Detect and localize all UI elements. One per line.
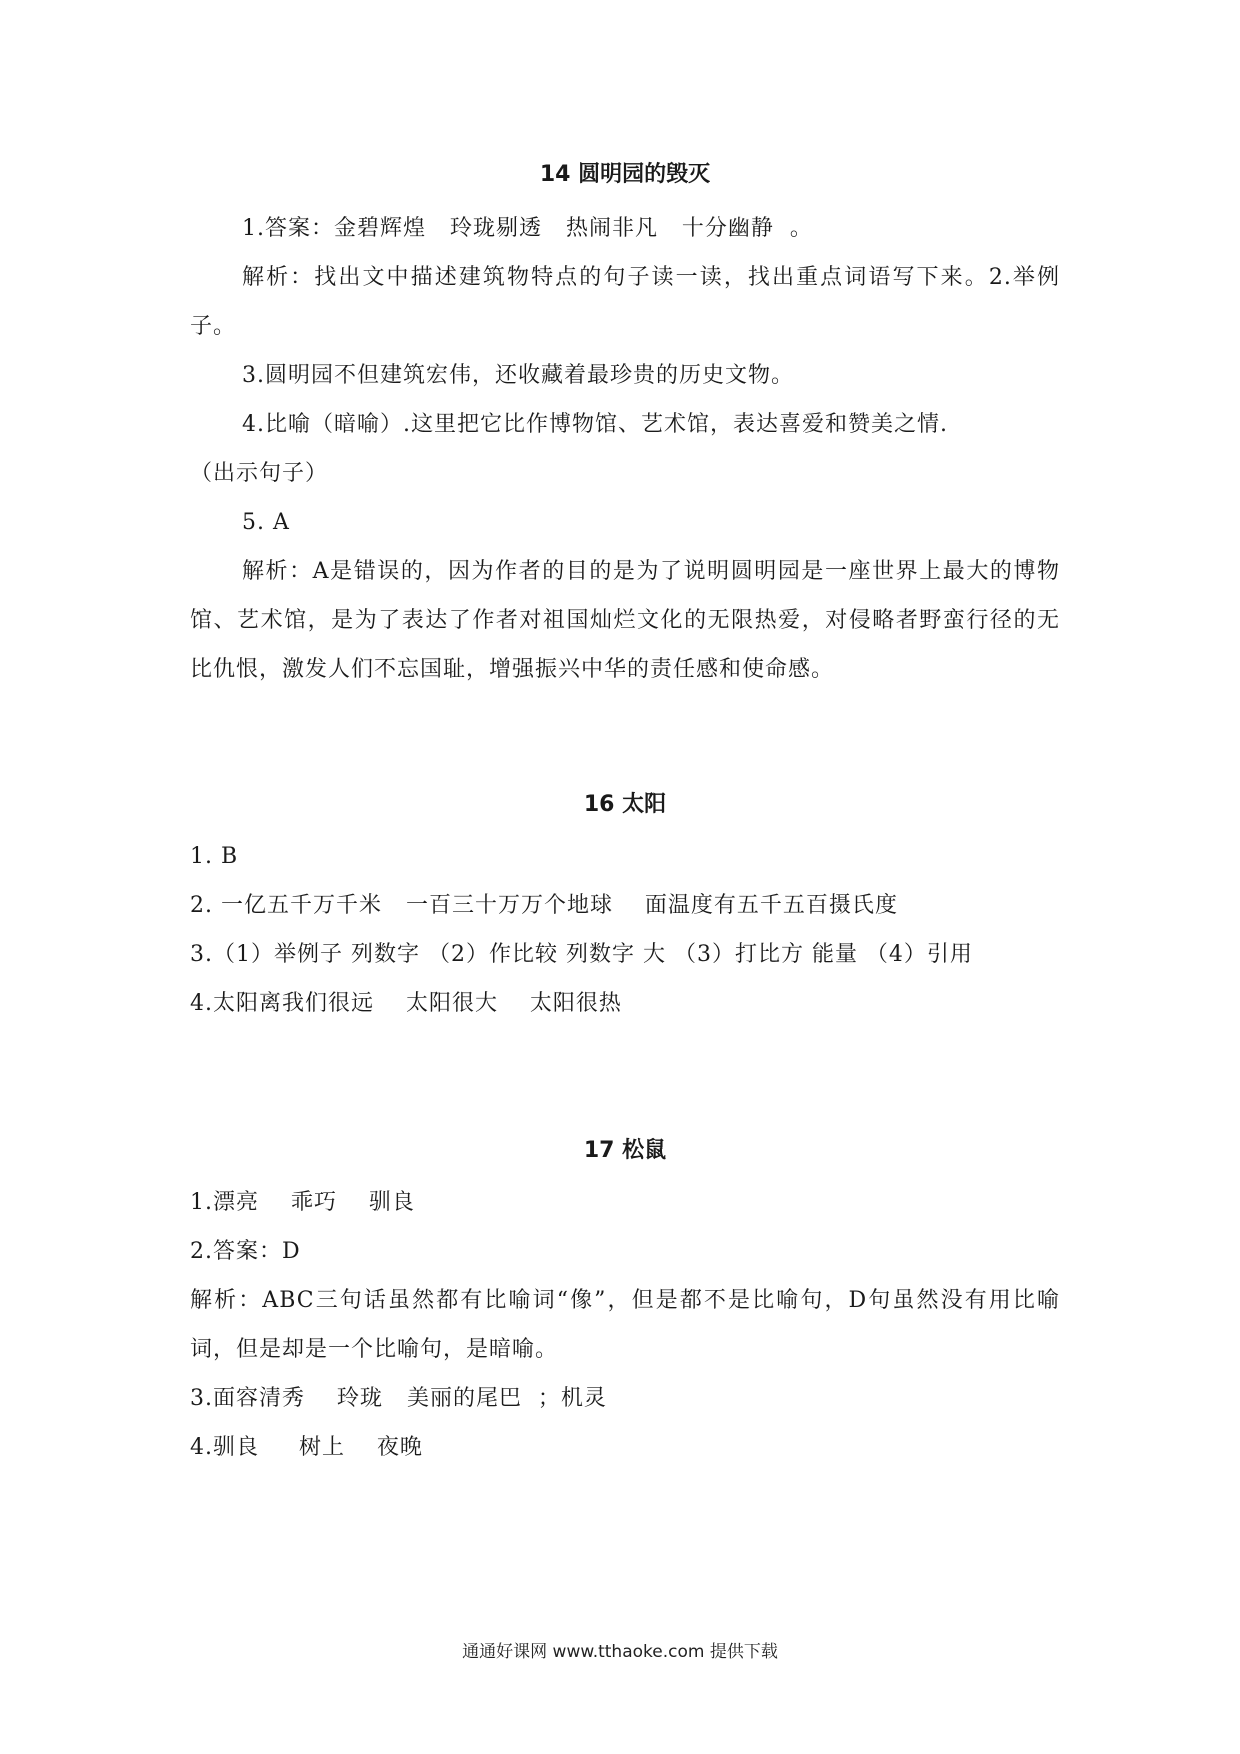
answer-line: 2.答案：D	[190, 1239, 301, 1264]
answer-line: 3.面容清秀 玲珑 美丽的尾巴 ；机灵	[190, 1386, 607, 1411]
section-yuanmingyuan	[190, 160, 1060, 694]
answer-line: 解析：ABC三句话虽然都有比喻词“像”，但是都不是比喻句，D句虽然没有用比喻词，但是却是一个比喻句，是暗喻。	[190, 1288, 1060, 1362]
answer-line: 4.太阳离我们很远 太阳很大 太阳很热	[190, 991, 622, 1016]
answer-line: 2. 一亿五千万千米 一百三十万万个地球 面温度有五千五百摄氏度	[190, 893, 898, 918]
answer-line: 解析：找出文中描述建筑物特点的句子读一读，找出重点词语写下来。2.举例子。	[190, 265, 1060, 339]
answer-line: 5. A	[242, 510, 290, 535]
answer-line: 解析：A是错误的，因为作者的目的是为了说明圆明园是一座世界上最大的博物馆、艺术馆，是为了表达了作者对祖国灿烂文化的无限热爱，对侵略者野蛮行径的无比仇恨，激发人们不忘国耻，增强振兴中华的责任感和使命感。	[190, 559, 1060, 682]
section-title: 17 松鼠	[583, 1138, 667, 1163]
section-title: 14 圆明园的毁灭	[539, 162, 711, 187]
answer-line: 1.漂亮 乖巧 驯良	[190, 1190, 415, 1215]
section-title: 16 太阳	[583, 792, 667, 817]
answer-line: 3.圆明园不但建筑宏伟，还收藏着最珍贵的历史文物。	[242, 363, 794, 388]
footer-source: 通通好课网 www.tthaoke.com 提供下载	[462, 1642, 778, 1662]
section-songshu	[190, 1136, 1060, 1472]
section-taiyang	[190, 790, 1060, 1028]
answer-line: 4.比喻（暗喻）.这里把它比作博物馆、艺术馆，表达喜爱和赞美之情.	[242, 412, 948, 437]
answer-line: 3.（1）举例子 列数字 （2）作比较 列数字 大 （3）打比方 能量 （4）引用	[190, 942, 973, 967]
answer-line: 1. B	[190, 844, 239, 869]
answer-line: （出示句子）	[190, 461, 329, 486]
answer-line: 1.答案：金碧辉煌 玲珑剔透 热闹非凡 十分幽静 。	[242, 216, 813, 241]
answer-line: 4.驯良 树上 夜晚	[190, 1435, 423, 1460]
